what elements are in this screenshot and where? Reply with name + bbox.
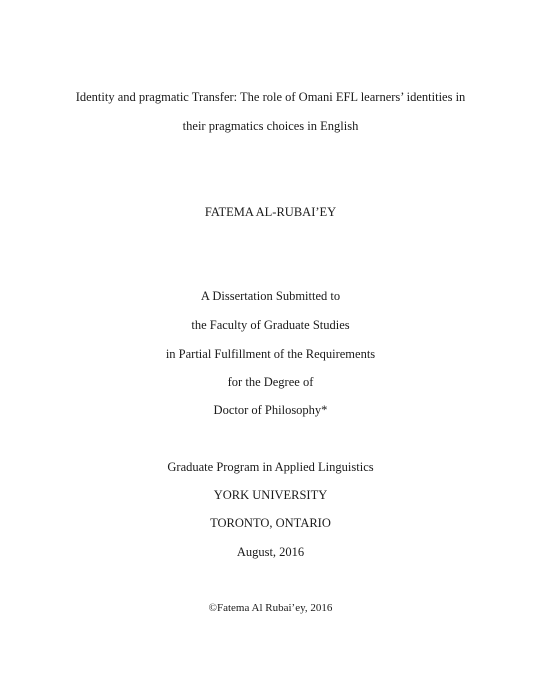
submission-line-5: Doctor of Philosophy* xyxy=(213,403,328,417)
submission-line-1: A Dissertation Submitted to xyxy=(200,289,341,303)
submission-line-4: for the Degree of xyxy=(227,375,314,389)
author-name: FATEMA AL-RUBAI’EY xyxy=(204,205,337,219)
copyright-notice: ©Fatema Al Rubai’ey, 2016 xyxy=(208,602,333,614)
submission-line-3: in Partial Fulfillment of the Requirements xyxy=(165,347,376,361)
graduate-program: Graduate Program in Applied Linguistics xyxy=(167,460,374,474)
thesis-title-line-1: Identity and pragmatic Transfer: The role of Omani EFL learners’ identities in xyxy=(75,90,466,104)
thesis-title-line-2: their pragmatics choices in English xyxy=(182,119,359,133)
submission-date: August, 2016 xyxy=(236,545,305,559)
university-name: YORK UNIVERSITY xyxy=(213,488,328,502)
submission-line-2: the Faculty of Graduate Studies xyxy=(191,318,350,332)
university-location: TORONTO, ONTARIO xyxy=(210,516,331,530)
